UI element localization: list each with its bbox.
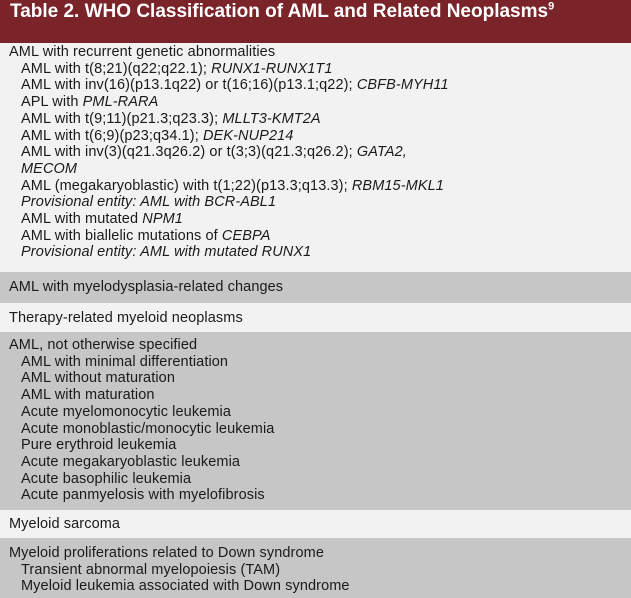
section-heading: AML with myelodysplasia-related changes (9, 279, 284, 295)
list-item (9, 161, 623, 178)
section-therapy-related (0, 303, 631, 332)
item-italic: RUNX1-RUNX1T1 (211, 60, 333, 77)
section-myelodysplasia (0, 272, 631, 303)
list-item: Transient abnormal myelopoiesis (TAM) (21, 561, 281, 578)
list-item: Pure erythroid leukemia (21, 437, 177, 454)
item-italic: MLLT3-KMT2A (222, 110, 321, 127)
item-italic: Provisional entity: AML with mutated RUNX1 (21, 244, 312, 261)
section-recurrent-genetic (0, 43, 631, 272)
section-myeloid-sarcoma (0, 510, 631, 538)
list-item (9, 111, 623, 128)
list-item: Myeloid leukemia associated with Down syndrome (21, 578, 350, 595)
item-text: AML with t(6;9)(p23;q34.1); (21, 127, 203, 144)
list-item (9, 144, 623, 161)
list-item (9, 194, 623, 211)
list-item: Acute panmyelosis with myelofibrosis (21, 487, 265, 504)
item-text: AML with biallelic mutations of (21, 227, 222, 244)
item-text: AML with inv(16)(p13.1q22) or t(16;16)(p13.1;q22); (21, 77, 357, 94)
section-heading: Therapy-related myeloid neoplasms (9, 310, 243, 326)
section-down-syndrome (0, 538, 631, 598)
item-text: AML with t(9;11)(p21.3;q23.3); (21, 110, 223, 127)
item-italic: PML-RARA (82, 94, 159, 111)
list-item (9, 244, 623, 261)
item-text: AML with t(8;21)(q22;q22.1); (21, 60, 212, 77)
section-heading: Myeloid sarcoma (9, 516, 121, 532)
list-item: Acute monoblastic/monocytic leukemia (21, 420, 275, 437)
table-title (0, 0, 631, 43)
list-item (9, 228, 623, 245)
item-italic: NPM1 (142, 211, 183, 228)
item-italic: MECOM (21, 160, 78, 177)
item-text: AML (megakaryoblastic) with t(1;22)(p13.3;q13.3); (21, 177, 352, 194)
list-item: Acute basophilic leukemia (21, 470, 192, 487)
list-item: AML without maturation (21, 370, 175, 387)
item-text: AML with mutated (21, 211, 143, 228)
list-item: AML with minimal differentiation (21, 353, 229, 370)
list-item (9, 61, 623, 78)
list-item: Acute myelomonocytic leukemia (21, 403, 232, 420)
item-italic: DEK-NUP214 (202, 127, 294, 144)
item-italic: RBM15-MKL1 (351, 177, 444, 194)
item-italic: Provisional entity: AML with BCR-ABL1 (21, 194, 277, 211)
list-item: Acute megakaryoblastic leukemia (21, 453, 241, 470)
item-text: AML with inv(3)(q21.3q26.2) or t(3;3)(q21.3;q26.2); (21, 144, 357, 161)
list-item (9, 211, 623, 228)
item-italic: CEBPA (221, 227, 271, 244)
table-title-reference: 9 (548, 0, 555, 13)
item-text: APL with (21, 94, 83, 111)
list-item (9, 128, 623, 145)
section-nos (0, 332, 631, 510)
table-title-text: Table 2. WHO Classification of AML and Related Neoplasms (10, 1, 549, 22)
section-heading: AML with recurrent genetic abnormalities (9, 44, 276, 60)
list-item (9, 77, 623, 94)
section-heading: AML, not otherwise specified (9, 337, 198, 353)
list-item (9, 94, 623, 111)
list-item (9, 178, 623, 195)
list-item: AML with maturation (21, 387, 155, 404)
section-heading: Myeloid proliferations related to Down syndrome (9, 545, 324, 561)
item-italic: GATA2, (356, 144, 407, 161)
item-italic: CBFB-MYH11 (356, 77, 449, 94)
